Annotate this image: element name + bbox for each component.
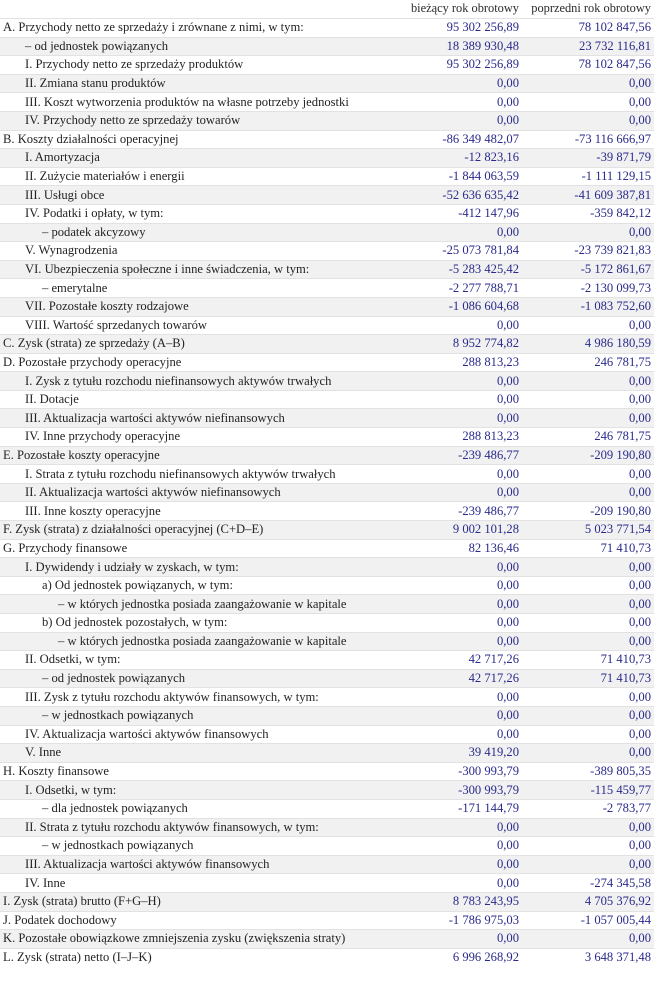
row-value-current-year: -25 073 781,84 — [390, 242, 522, 261]
row-value-current-year: 39 419,20 — [390, 744, 522, 763]
row-label: IV. Aktualizacja wartości aktywów finansowych — [0, 725, 390, 744]
row-label: – w jednostkach powiązanych — [0, 837, 390, 856]
table-row — [0, 390, 654, 409]
row-label: – emerytalne — [0, 279, 390, 298]
row-value-previous-year: 71 410,73 — [522, 669, 654, 688]
table-row — [0, 19, 654, 38]
row-label: VIII. Wartość sprzedanych towarów — [0, 316, 390, 335]
row-value-current-year: -1 844 063,59 — [390, 167, 522, 186]
row-value-previous-year: 0,00 — [522, 372, 654, 391]
row-label: H. Koszty finansowe — [0, 762, 390, 781]
table-row — [0, 874, 654, 893]
row-value-previous-year: -1 057 005,44 — [522, 911, 654, 930]
row-label: II. Odsetki, w tym: — [0, 651, 390, 670]
row-value-current-year: 0,00 — [390, 837, 522, 856]
column-header-current-year: bieżący rok obrotowy — [390, 0, 522, 19]
table-row — [0, 595, 654, 614]
row-value-previous-year: -209 190,80 — [522, 502, 654, 521]
row-label: F. Zysk (strata) z działalności operacyjnej (C+D–E) — [0, 521, 390, 540]
row-label: E. Pozostałe koszty operacyjne — [0, 446, 390, 465]
row-value-current-year: 0,00 — [390, 725, 522, 744]
table-row — [0, 93, 654, 112]
row-value-previous-year: -274 345,58 — [522, 874, 654, 893]
table-row — [0, 818, 654, 837]
row-label: III. Inne koszty operacyjne — [0, 502, 390, 521]
row-value-current-year: 0,00 — [390, 390, 522, 409]
table-row — [0, 372, 654, 391]
row-value-current-year: 0,00 — [390, 372, 522, 391]
row-value-current-year: -412 147,96 — [390, 204, 522, 223]
row-label: – podatek akcyzowy — [0, 223, 390, 242]
row-label: – w których jednostka posiada zaangażowanie w kapitale — [0, 595, 390, 614]
row-value-previous-year: -1 083 752,60 — [522, 297, 654, 316]
row-value-current-year: 9 002 101,28 — [390, 521, 522, 540]
row-value-previous-year: 0,00 — [522, 614, 654, 633]
row-label: IV. Inne — [0, 874, 390, 893]
row-label: G. Przychody finansowe — [0, 539, 390, 558]
row-value-previous-year: -359 842,12 — [522, 204, 654, 223]
row-label: B. Koszty działalności operacyjnej — [0, 130, 390, 149]
row-value-previous-year: 5 023 771,54 — [522, 521, 654, 540]
row-value-previous-year: 0,00 — [522, 465, 654, 484]
table-row — [0, 223, 654, 242]
table-row — [0, 948, 654, 967]
row-value-previous-year: 0,00 — [522, 595, 654, 614]
row-value-previous-year: 3 648 371,48 — [522, 948, 654, 967]
row-value-current-year: 0,00 — [390, 576, 522, 595]
row-value-previous-year: 4 986 180,59 — [522, 335, 654, 354]
row-label: I. Odsetki, w tym: — [0, 781, 390, 800]
row-label: II. Strata z tytułu rozchodu aktywów finansowych, w tym: — [0, 818, 390, 837]
table-row — [0, 762, 654, 781]
row-label: – od jednostek powiązanych — [0, 669, 390, 688]
table-row — [0, 111, 654, 130]
row-label: II. Zmiana stanu produktów — [0, 74, 390, 93]
table-row — [0, 297, 654, 316]
row-value-previous-year: 0,00 — [522, 93, 654, 112]
row-value-previous-year: 246 781,75 — [522, 428, 654, 447]
table-header — [0, 0, 654, 19]
table-row — [0, 446, 654, 465]
table-row — [0, 502, 654, 521]
header-row — [0, 0, 654, 19]
row-label: IV. Inne przychody operacyjne — [0, 428, 390, 447]
row-value-previous-year: 0,00 — [522, 390, 654, 409]
row-value-previous-year: 78 102 847,56 — [522, 19, 654, 38]
row-label: III. Aktualizacja wartości aktywów finansowych — [0, 855, 390, 874]
table-row — [0, 483, 654, 502]
row-value-previous-year: 0,00 — [522, 74, 654, 93]
row-value-previous-year: 0,00 — [522, 223, 654, 242]
row-label: I. Zysk (strata) brutto (F+G–H) — [0, 892, 390, 911]
row-label: I. Przychody netto ze sprzedaży produktów — [0, 56, 390, 75]
row-label: a) Od jednostek powiązanych, w tym: — [0, 576, 390, 595]
table-row — [0, 37, 654, 56]
row-value-current-year: 0,00 — [390, 316, 522, 335]
table-row — [0, 149, 654, 168]
row-value-previous-year: -115 459,77 — [522, 781, 654, 800]
row-value-previous-year: 0,00 — [522, 409, 654, 428]
row-value-current-year: 95 302 256,89 — [390, 19, 522, 38]
row-label: II. Aktualizacja wartości aktywów niefinansowych — [0, 483, 390, 502]
row-value-current-year: -1 086 604,68 — [390, 297, 522, 316]
row-label: II. Dotacje — [0, 390, 390, 409]
row-value-current-year: 8 783 243,95 — [390, 892, 522, 911]
row-value-current-year: 0,00 — [390, 223, 522, 242]
column-header-label — [0, 0, 390, 19]
row-label: V. Inne — [0, 744, 390, 763]
row-label: III. Koszt wytworzenia produktów na własne potrzeby jednostki — [0, 93, 390, 112]
row-value-current-year: 0,00 — [390, 874, 522, 893]
table-row — [0, 521, 654, 540]
row-value-previous-year: -41 609 387,81 — [522, 186, 654, 205]
table-row — [0, 56, 654, 75]
row-value-current-year: 0,00 — [390, 409, 522, 428]
row-value-previous-year: 0,00 — [522, 744, 654, 763]
row-value-current-year: -12 823,16 — [390, 149, 522, 168]
table-row — [0, 353, 654, 372]
row-value-previous-year: 0,00 — [522, 576, 654, 595]
table-row — [0, 632, 654, 651]
row-value-current-year: 0,00 — [390, 855, 522, 874]
row-value-previous-year: 0,00 — [522, 632, 654, 651]
row-value-previous-year: 78 102 847,56 — [522, 56, 654, 75]
row-value-current-year: -239 486,77 — [390, 502, 522, 521]
row-value-current-year: 18 389 930,48 — [390, 37, 522, 56]
row-value-current-year: 0,00 — [390, 483, 522, 502]
row-value-previous-year: 4 705 376,92 — [522, 892, 654, 911]
row-label: – w jednostkach powiązanych — [0, 706, 390, 725]
row-label: I. Strata z tytułu rozchodu niefinansowych aktywów trwałych — [0, 465, 390, 484]
table-row — [0, 260, 654, 279]
table-row — [0, 911, 654, 930]
table-row — [0, 799, 654, 818]
table-row — [0, 335, 654, 354]
row-value-current-year: -300 993,79 — [390, 781, 522, 800]
row-label: II. Zużycie materiałów i energii — [0, 167, 390, 186]
row-value-previous-year: -73 116 666,97 — [522, 130, 654, 149]
table-row — [0, 204, 654, 223]
row-value-previous-year: -2 783,77 — [522, 799, 654, 818]
row-value-current-year: -171 144,79 — [390, 799, 522, 818]
row-label: D. Pozostałe przychody operacyjne — [0, 353, 390, 372]
table-row — [0, 539, 654, 558]
table-row — [0, 576, 654, 595]
row-value-current-year: 288 813,23 — [390, 353, 522, 372]
row-value-current-year: 0,00 — [390, 706, 522, 725]
row-value-current-year: 0,00 — [390, 818, 522, 837]
table-row — [0, 74, 654, 93]
row-value-current-year: 95 302 256,89 — [390, 56, 522, 75]
table-row — [0, 242, 654, 261]
table-row — [0, 744, 654, 763]
row-label: C. Zysk (strata) ze sprzedaży (A–B) — [0, 335, 390, 354]
row-label: L. Zysk (strata) netto (I–J–K) — [0, 948, 390, 967]
row-value-current-year: -1 786 975,03 — [390, 911, 522, 930]
table-row — [0, 186, 654, 205]
row-label: A. Przychody netto ze sprzedaży i zrównane z nimi, w tym: — [0, 19, 390, 38]
row-value-current-year: -52 636 635,42 — [390, 186, 522, 205]
table-row — [0, 167, 654, 186]
table-row — [0, 651, 654, 670]
row-value-current-year: 82 136,46 — [390, 539, 522, 558]
row-value-previous-year: 0,00 — [522, 558, 654, 577]
row-label: I. Zysk z tytułu rozchodu niefinansowych aktywów trwałych — [0, 372, 390, 391]
row-value-previous-year: -2 130 099,73 — [522, 279, 654, 298]
row-value-current-year: 8 952 774,82 — [390, 335, 522, 354]
table-row — [0, 930, 654, 949]
row-value-previous-year: 0,00 — [522, 316, 654, 335]
row-value-current-year: 0,00 — [390, 614, 522, 633]
table-row — [0, 558, 654, 577]
row-value-current-year: -5 283 425,42 — [390, 260, 522, 279]
row-value-previous-year: 0,00 — [522, 688, 654, 707]
row-value-current-year: -300 993,79 — [390, 762, 522, 781]
row-value-current-year: 0,00 — [390, 688, 522, 707]
row-value-previous-year: 71 410,73 — [522, 651, 654, 670]
row-value-previous-year: 0,00 — [522, 837, 654, 856]
row-label: III. Aktualizacja wartości aktywów niefinansowych — [0, 409, 390, 428]
row-value-current-year: 6 996 268,92 — [390, 948, 522, 967]
row-label: V. Wynagrodzenia — [0, 242, 390, 261]
row-value-current-year: 42 717,26 — [390, 651, 522, 670]
row-label: b) Od jednostek pozostałych, w tym: — [0, 614, 390, 633]
row-label: I. Amortyzacja — [0, 149, 390, 168]
row-value-previous-year: -209 190,80 — [522, 446, 654, 465]
row-value-current-year: 0,00 — [390, 930, 522, 949]
row-value-current-year: 0,00 — [390, 465, 522, 484]
row-value-current-year: 0,00 — [390, 93, 522, 112]
row-label: I. Dywidendy i udziały w zyskach, w tym: — [0, 558, 390, 577]
table-row — [0, 669, 654, 688]
table-row — [0, 706, 654, 725]
table-row — [0, 130, 654, 149]
table-row — [0, 465, 654, 484]
table-body — [0, 19, 654, 967]
row-label: J. Podatek dochodowy — [0, 911, 390, 930]
table-row — [0, 855, 654, 874]
row-value-current-year: 0,00 — [390, 558, 522, 577]
table-row — [0, 279, 654, 298]
row-value-previous-year: -39 871,79 — [522, 149, 654, 168]
table-row — [0, 409, 654, 428]
row-value-previous-year: 0,00 — [522, 725, 654, 744]
table-row — [0, 781, 654, 800]
row-label: III. Zysk z tytułu rozchodu aktywów finansowych, w tym: — [0, 688, 390, 707]
table-row — [0, 316, 654, 335]
row-label: K. Pozostałe obowiązkowe zmniejszenia zysku (zwiększenia straty) — [0, 930, 390, 949]
table-row — [0, 614, 654, 633]
row-value-current-year: 0,00 — [390, 595, 522, 614]
row-value-previous-year: -1 111 129,15 — [522, 167, 654, 186]
row-value-current-year: -2 277 788,71 — [390, 279, 522, 298]
table-row — [0, 428, 654, 447]
row-value-previous-year: -23 739 821,83 — [522, 242, 654, 261]
row-label: III. Usługi obce — [0, 186, 390, 205]
row-value-current-year: -86 349 482,07 — [390, 130, 522, 149]
row-label: VII. Pozostałe koszty rodzajowe — [0, 297, 390, 316]
row-label: – w których jednostka posiada zaangażowanie w kapitale — [0, 632, 390, 651]
table-row — [0, 725, 654, 744]
row-value-previous-year: 0,00 — [522, 855, 654, 874]
row-label: – od jednostek powiązanych — [0, 37, 390, 56]
row-value-previous-year: 0,00 — [522, 483, 654, 502]
row-value-current-year: -239 486,77 — [390, 446, 522, 465]
column-header-previous-year: poprzedni rok obrotowy — [522, 0, 654, 19]
row-label: IV. Podatki i opłaty, w tym: — [0, 204, 390, 223]
row-value-previous-year: 0,00 — [522, 706, 654, 725]
row-value-previous-year: 0,00 — [522, 818, 654, 837]
row-value-previous-year: 23 732 116,81 — [522, 37, 654, 56]
row-value-previous-year: 71 410,73 — [522, 539, 654, 558]
row-value-previous-year: 246 781,75 — [522, 353, 654, 372]
row-value-previous-year: -5 172 861,67 — [522, 260, 654, 279]
table-row — [0, 837, 654, 856]
row-label: VI. Ubezpieczenia społeczne i inne świadczenia, w tym: — [0, 260, 390, 279]
table-row — [0, 892, 654, 911]
row-value-current-year: 0,00 — [390, 74, 522, 93]
row-value-current-year: 0,00 — [390, 632, 522, 651]
row-value-current-year: 0,00 — [390, 111, 522, 130]
table-row — [0, 688, 654, 707]
row-value-current-year: 288 813,23 — [390, 428, 522, 447]
row-value-previous-year: 0,00 — [522, 930, 654, 949]
row-label: – dla jednostek powiązanych — [0, 799, 390, 818]
row-value-previous-year: -389 805,35 — [522, 762, 654, 781]
row-value-current-year: 42 717,26 — [390, 669, 522, 688]
row-value-previous-year: 0,00 — [522, 111, 654, 130]
row-label: IV. Przychody netto ze sprzedaży towarów — [0, 111, 390, 130]
